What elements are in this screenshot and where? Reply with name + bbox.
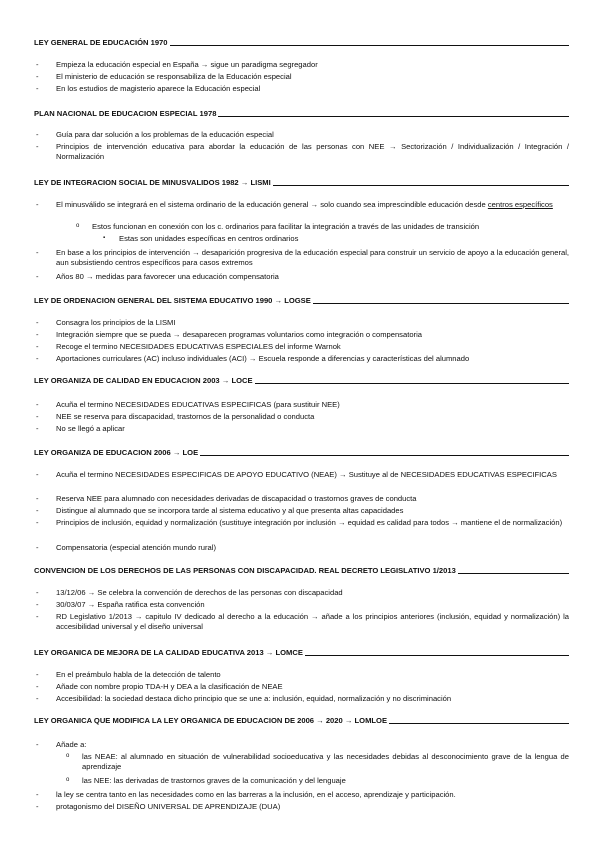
list-item	[36, 670, 569, 680]
heading-text: LEY ORGANICA QUE MODIFICA LA LEY ORGANICA DE EDUCACION DE 2006 → 2020 → LOMLOE	[34, 716, 388, 725]
heading-rule	[313, 303, 569, 304]
dash-bullet: -	[36, 600, 39, 609]
dash-bullet: -	[36, 740, 39, 749]
list-item-text: 13/12/06 → Se celebra la convención de derechos de las personas con discapacidad	[56, 588, 343, 597]
circle-bullet: o	[66, 753, 70, 759]
list-item-text: En base a los principios de intervención → desaparición progresiva de la educación especial para construir un servicio de apoyo a la educación general, aun subsistiendo centros específicos para casos extremos	[56, 248, 569, 267]
list-item	[36, 272, 569, 282]
dash-bullet: -	[36, 670, 39, 679]
list-item-text: Consagra los principios de la LISMI	[56, 318, 176, 327]
section-heading-lomloe-2020	[34, 716, 569, 725]
heading-rule	[458, 573, 569, 574]
heading-rule	[170, 45, 570, 46]
dash-bullet: -	[36, 248, 39, 257]
dash-bullet: -	[36, 494, 39, 503]
dash-bullet: -	[36, 790, 39, 799]
circle-bullet: o	[76, 223, 80, 229]
list-item	[36, 612, 569, 632]
circle-bullet: o	[66, 777, 70, 783]
list-item-text: Accesibilidad: la sociedad destaca dicho principio que se une a: inclusión, equidad, normalización y no discriminación	[56, 694, 452, 703]
dash-bullet: -	[36, 130, 39, 139]
list-item-text	[56, 200, 569, 210]
list-item-text: Añade a:	[56, 740, 87, 749]
list-item-text-part: El minusválido se integrará en el sistema ordinario de la educación general → solo cuando sea imprescindible educación desde	[56, 200, 486, 209]
list-item	[36, 60, 569, 70]
dash-bullet: -	[36, 506, 39, 515]
dash-bullet: -	[36, 424, 39, 433]
list-item-text: En los estudios de magisterio aparece la Educación especial	[56, 84, 261, 93]
list-item	[36, 342, 569, 352]
heading-text: LEY ORGANIZA DE CALIDAD EN EDUCACION 2003 → LOCE	[34, 376, 253, 385]
list-item	[36, 790, 569, 800]
list-item-text: las NEE: las derivadas de trastornos graves de la comunicación y del lenguaje	[82, 776, 346, 785]
section-heading-lomce-2013	[34, 648, 569, 657]
list-item	[36, 412, 569, 422]
section-heading-loce-2003	[34, 376, 569, 385]
list-item-text: Añade con nombre propio TDA-H y DEA a la clasificación de NEAE	[56, 682, 283, 691]
list-item-text: Principios de inclusión, equidad y normalización (sustituye integración por inclusión → equidad es calidad para todos → mantiene el de normalización)	[56, 518, 563, 527]
square-bullet: ▪	[103, 235, 106, 241]
list-item	[36, 588, 569, 598]
list-item-text: Distingue al alumnado que se incorpora tarde al sistema educativo y al que presenta altas capacidades	[56, 506, 404, 515]
list-item	[36, 518, 569, 528]
list-item-text: Integración siempre que se pueda → desaparecen programas voluntarios como integración o compensatoria	[56, 330, 422, 339]
list-item	[36, 354, 569, 364]
heading-rule	[389, 723, 569, 724]
list-item	[36, 740, 569, 750]
list-item-text: Estas son unidades específicas en centros ordinarios	[119, 234, 299, 243]
list-item-text: Empieza la educación especial en España → sigue un paradigma segregador	[56, 60, 318, 69]
list-item	[36, 494, 569, 504]
dash-bullet: -	[36, 200, 39, 209]
list-item	[36, 470, 569, 480]
list-item	[36, 318, 569, 328]
heading-text: LEY GENERAL DE EDUCACIÓN 1970	[34, 38, 168, 47]
list-item	[36, 506, 569, 516]
list-item-text: 30/03/07 → España ratifica esta convención	[56, 600, 205, 609]
heading-rule	[305, 655, 569, 656]
dash-bullet: -	[36, 142, 39, 151]
list-item	[36, 682, 569, 692]
list-item	[36, 400, 569, 410]
section-heading-lismi-1982	[34, 178, 569, 187]
list-item-text: En el preámbulo habla de la detección de talento	[56, 670, 221, 679]
heading-rule	[255, 383, 569, 384]
list-item	[36, 130, 569, 140]
list-item	[36, 84, 569, 94]
heading-text: LEY DE INTEGRACION SOCIAL DE MINUSVALIDOS 1982 → LISMI	[34, 178, 271, 187]
list-item-text: Recoge el termino NECESIDADES EDUCATIVAS ESPECIALES del informe Warnok	[56, 342, 341, 351]
dash-bullet: -	[36, 588, 39, 597]
section-heading-loe-2006	[34, 448, 569, 457]
sub-list-item	[76, 222, 569, 232]
dash-bullet: -	[36, 60, 39, 69]
dash-bullet: -	[36, 682, 39, 691]
list-item	[36, 424, 569, 434]
list-item	[36, 543, 569, 553]
dash-bullet: -	[36, 470, 39, 479]
list-item	[36, 72, 569, 82]
heading-rule	[218, 116, 569, 117]
underlined-text: centros específicos	[487, 200, 553, 209]
list-item-text: Guía para dar solución a los problemas de la educación especial	[56, 130, 274, 139]
sub-list-item	[66, 776, 569, 786]
dash-bullet: -	[36, 84, 39, 93]
list-item	[36, 200, 569, 210]
dash-bullet: -	[36, 400, 39, 409]
dash-bullet: -	[36, 272, 39, 281]
list-item-text: Reserva NEE para alumnado con necesidades derivadas de discapacidad o trastornos graves de conducta	[56, 494, 417, 503]
list-item-text: El ministerio de educación se responsabiliza de la Educación especial	[56, 72, 292, 81]
list-item	[36, 248, 569, 268]
dash-bullet: -	[36, 802, 39, 811]
dash-bullet: -	[36, 318, 39, 327]
section-heading-plan-1978	[34, 109, 569, 118]
dash-bullet: -	[36, 72, 39, 81]
heading-rule	[273, 185, 569, 186]
dash-bullet: -	[36, 342, 39, 351]
dash-bullet: -	[36, 412, 39, 421]
list-item-text: Aportaciones curriculares (AC) incluso individuales (ACI) → Escuela responde a diferencias y características del alumnado	[56, 354, 470, 363]
list-item-text: la ley se centra tanto en las necesidades como en las barreras a la inclusión, en el acceso, aprendizaje y participación.	[56, 790, 456, 799]
list-item-text: NEE se reserva para discapacidad, trastornos de la personalidad o conducta	[56, 412, 315, 421]
list-item-text: Acuña el termino NECESIDADES EDUCATIVAS ESPECIFICAS (para sustituir NEE)	[56, 400, 340, 409]
heading-rule	[200, 455, 569, 456]
list-item	[36, 142, 569, 162]
sub-sub-list-item	[103, 234, 569, 244]
dash-bullet: -	[36, 543, 39, 552]
section-heading-lge-1970	[34, 38, 569, 47]
list-item-text: Compensatoria (especial atención mundo rural)	[56, 543, 216, 552]
dash-bullet: -	[36, 518, 39, 527]
list-item	[36, 694, 569, 704]
dash-bullet: -	[36, 694, 39, 703]
list-item	[36, 802, 569, 812]
list-item-text: Principios de intervención educativa para abordar la educación de las personas con NEE → Sectorización / Individualización / Integración / Normalización	[56, 142, 569, 161]
sub-list-item	[66, 752, 569, 772]
list-item-text: No se llegó a aplicar	[56, 424, 125, 433]
dash-bullet: -	[36, 612, 39, 621]
section-heading-convencion-2013	[34, 566, 569, 575]
list-item	[36, 600, 569, 610]
list-item-text: RD Legislativo 1/2013 → capitulo IV dedicado al derecho a la educación → añade a los principios anteriores (inclusión, equidad y normalización) la accesibilidad universal y el diseño universal	[56, 612, 569, 631]
heading-text: LEY ORGANICA DE MEJORA DE LA CALIDAD EDUCATIVA 2013 → LOMCE	[34, 648, 303, 657]
list-item-text: las NEAE: al alumnado en situación de vulnerabilidad socioeducativa y las necesidades debidas al desconocimiento grave de la lengua de aprendizaje	[82, 752, 569, 771]
dash-bullet: -	[36, 354, 39, 363]
dash-bullet: -	[36, 330, 39, 339]
heading-text: LEY DE ORDENACION GENERAL DEL SISTEMA EDUCATIVO 1990 → LOGSE	[34, 296, 311, 305]
heading-text: LEY ORGANIZA DE EDUCACION 2006 → LOE	[34, 448, 199, 457]
heading-text: CONVENCION DE LOS DERECHOS DE LAS PERSONAS CON DISCAPACIDAD. REAL DECRETO LEGISLATIVO 1/2013	[34, 566, 456, 575]
list-item-text: Años 80 → medidas para favorecer una educación compensatoria	[56, 272, 279, 281]
list-item-text: Estos funcionan en conexión con los c. ordinarios para facilitar la integración a través de las unidades de transición	[92, 222, 480, 231]
list-item	[36, 330, 569, 340]
heading-text: PLAN NACIONAL DE EDUCACION ESPECIAL 1978	[34, 109, 217, 118]
list-item-text: Acuña el termino NECESIDADES ESPECIFICAS DE APOYO EDUCATIVO (NEAE) → Sustituye al de NECESIDADES EDUCATIVAS ESPECIFICAS	[56, 470, 557, 479]
section-heading-logse-1990	[34, 296, 569, 305]
list-item-text: protagonismo del DISEÑO UNIVERSAL DE APRENDIZAJE (DUA)	[56, 802, 281, 811]
